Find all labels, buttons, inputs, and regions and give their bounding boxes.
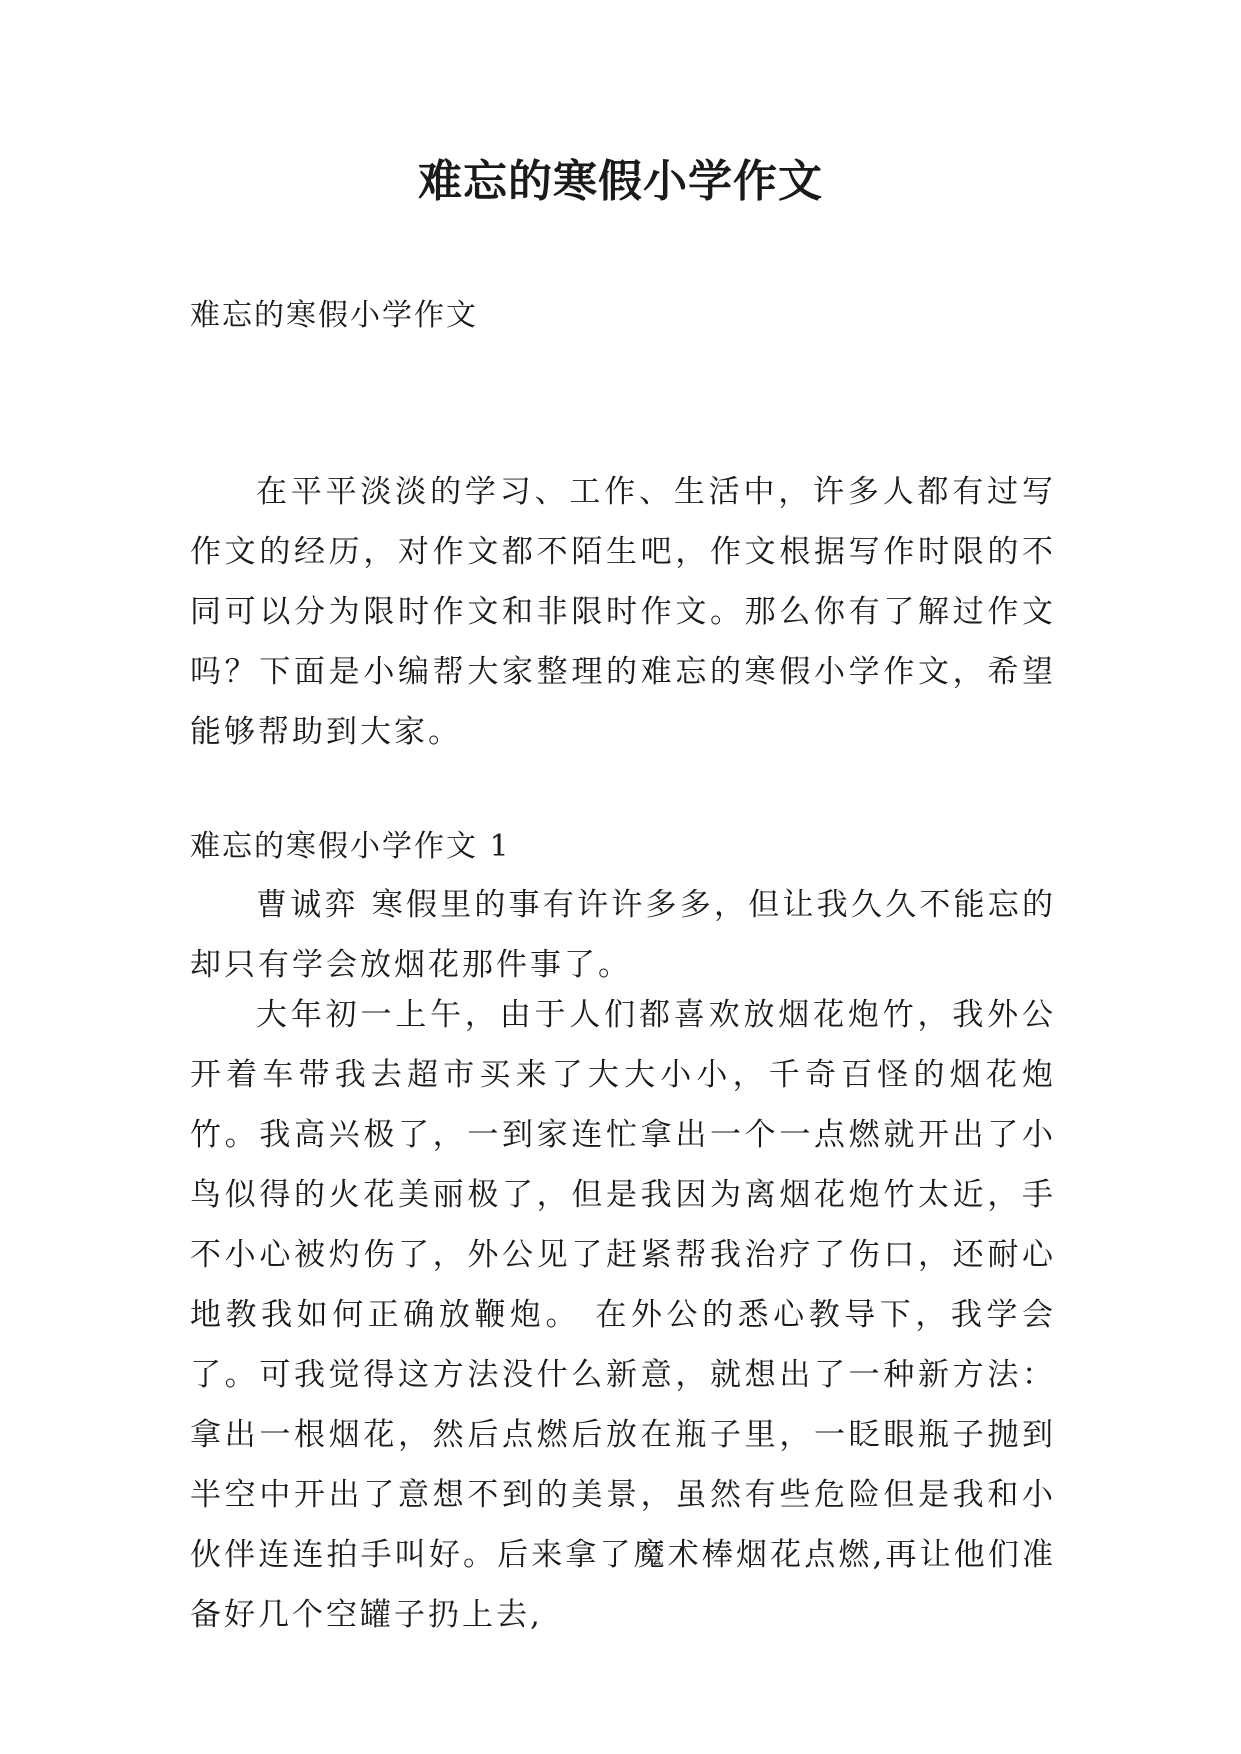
body-paragraph: 大年初一上午，由于人们都喜欢放烟花炮竹，我外公开着车带我去超市买来了大大小小，千奇百怪的烟花炮竹。我高兴极了，一到家连忙拿出一个一点燃就开出了小鸟似得的火花美丽极了，但是我因为离烟花炮竹太近，手不小心被灼伤了，外公见了赶紧帮我治疗了伤口，还耐心地教我如何正确放鞭炮。 在外公的悉心教导下，我学会了。可我觉得这方法没什么新意，就想出了一种新方法：拿出一根烟花，然后点燃后放在瓶子里，一眨眼瓶子抛到半空中开出了意想不到的美景，虽然有些危险但是我和小伙伴连连拍手叫好。后来拿了魔术棒烟花点燃,再让他们准备好几个空罐子扔上去, <box>190 997 1056 1633</box>
document-title: 难忘的寒假小学作文 <box>418 156 823 207</box>
section-heading: 难忘的寒假小学作文 1 <box>190 829 511 864</box>
intro-paragraph: 在平平淡淡的学习、工作、生活中，许多人都有过写作文的经历，对作文都不陌生吧，作文根据写作时限的不同可以分为限时作文和非限时作文。那么你有了解过作文吗？下面是小编帮大家整理的难忘的寒假小学作文，希望能够帮助到大家。 <box>190 474 1056 750</box>
body-paragraph: 曹诚弈 寒假里的事有许许多多，但让我久久不能忘的却只有学会放烟花那件事了。 <box>190 887 1056 983</box>
document-subtitle: 难忘的寒假小学作文 <box>190 298 478 333</box>
